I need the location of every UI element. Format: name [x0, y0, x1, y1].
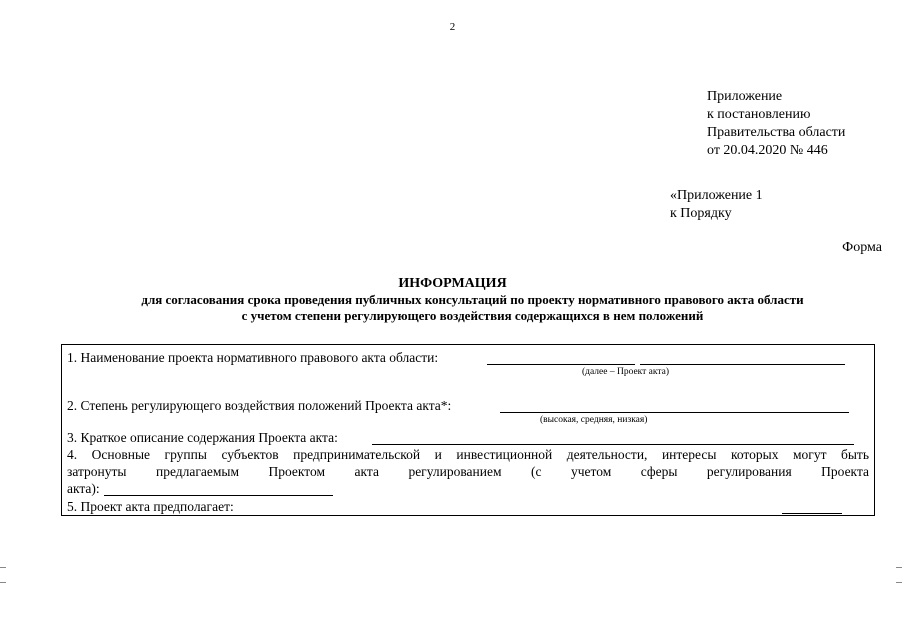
margin-mark — [896, 582, 902, 583]
margin-mark — [896, 567, 902, 568]
item-1-hint: (далее – Проект акта) — [582, 367, 670, 377]
appendix-procedure-line: к Порядку — [670, 206, 732, 221]
document-subtitle — [60, 292, 885, 324]
item-1-label: 1. Наименование проекта нормативного правового акта области: — [67, 350, 439, 365]
subtitle-line: для согласования срока проведения публичных консультаций по проекту нормативного правового акта области — [141, 292, 804, 307]
item-2-field[interactable] — [500, 412, 849, 413]
item-3-field[interactable] — [372, 444, 854, 445]
margin-mark — [0, 582, 6, 583]
appendix-procedure-block — [670, 187, 763, 223]
form-box — [61, 344, 875, 516]
item-3-label: 3. Краткое описание содержания Проекта акта: — [67, 430, 338, 445]
item-4-line-last: акта): — [67, 481, 100, 496]
item-5-field[interactable] — [782, 513, 842, 514]
appendix-line: Правительства области — [707, 125, 846, 140]
item-4-field[interactable] — [104, 495, 333, 496]
document-title: ИНФОРМАЦИЯ — [398, 276, 507, 291]
item-1-field[interactable] — [487, 364, 635, 365]
item-4-line: затронуты предлагаемым Проектом акта регулированием (с учетом сферы регулирования Проекта — [67, 464, 869, 479]
form-label: Форма — [842, 240, 882, 255]
subtitle-line: с учетом степени регулирующего воздействия содержащихся в нем положений — [241, 308, 704, 323]
item-2-hint: (высокая, средняя, низкая) — [540, 415, 648, 425]
appendix-procedure-line: «Приложение 1 — [670, 188, 763, 203]
page-number: 2 — [449, 21, 456, 33]
item-1-field-extra[interactable] — [640, 364, 845, 365]
margin-mark — [0, 567, 6, 568]
appendix-line: Приложение — [707, 89, 783, 104]
appendix-line: от 20.04.2020 № 446 — [707, 143, 828, 158]
appendix-block — [707, 88, 845, 160]
item-5-label: 5. Проект акта предполагает: — [67, 499, 234, 514]
item-2-label: 2. Степень регулирующего воздействия положений Проекта акта*: — [67, 398, 452, 413]
item-4-line: 4. Основные группы субъектов предпринимательской и инвестиционной деятельности, интересы которых могут быть — [67, 447, 869, 462]
appendix-line: к постановлению — [707, 107, 811, 122]
